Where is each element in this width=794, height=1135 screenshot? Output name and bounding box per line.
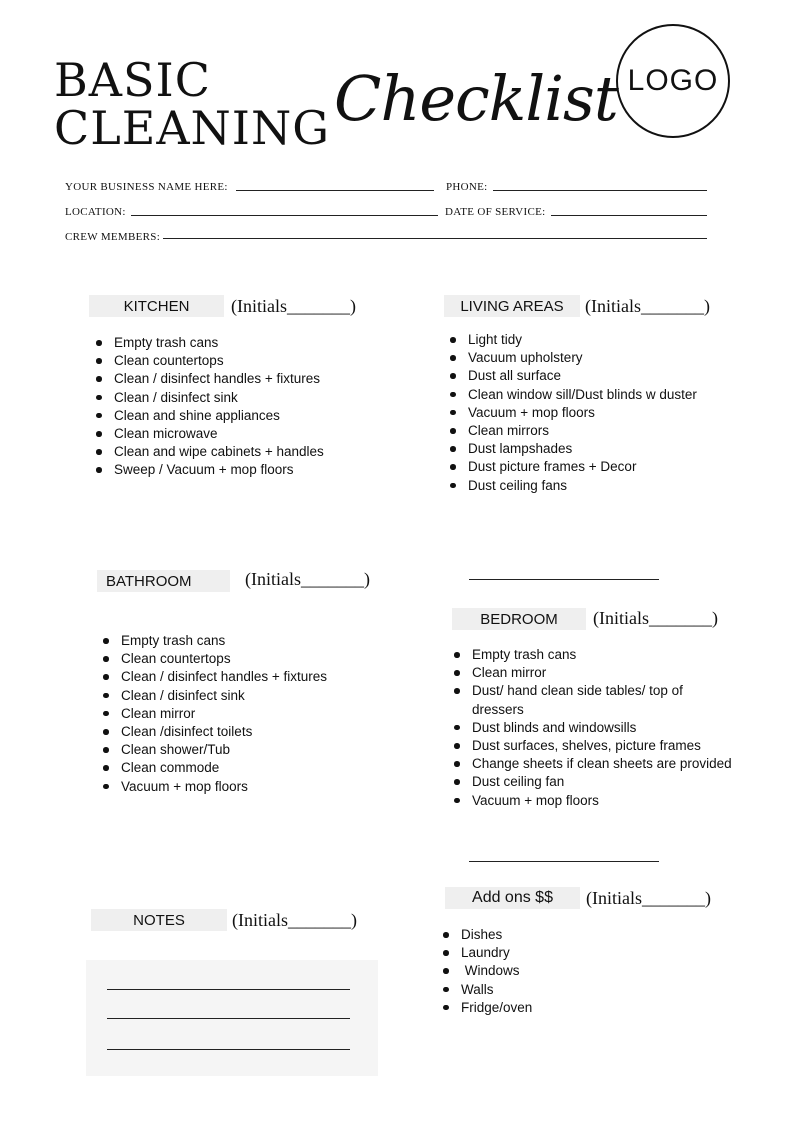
list-item: Clean / disinfect handles + fixtures	[103, 668, 327, 686]
bedroom-heading: BEDROOM	[452, 608, 586, 630]
list-item: Dust all surface	[450, 367, 697, 385]
list-item: Clean and wipe cabinets + handles	[96, 443, 324, 461]
separator-line	[469, 861, 659, 862]
list-item: Clean microwave	[96, 425, 324, 443]
location-line[interactable]	[131, 215, 438, 216]
list-item: Clean mirror	[454, 664, 732, 682]
list-item: Clean countertops	[96, 352, 324, 370]
list-item: Dust ceiling fans	[450, 477, 697, 495]
list-item: Sweep / Vacuum + mop floors	[96, 461, 324, 479]
notes-initials[interactable]: (Initials_______)	[232, 910, 357, 930]
list-item: Windows	[443, 962, 532, 980]
kitchen-initials[interactable]: (Initials_______)	[231, 296, 356, 316]
bathroom-list	[103, 632, 327, 796]
list-item: Dust surfaces, shelves, picture frames	[454, 737, 732, 755]
kitchen-list	[96, 334, 324, 480]
living-areas-list	[450, 331, 697, 495]
notes-box[interactable]	[86, 960, 378, 1076]
list-item: Clean / disinfect sink	[103, 687, 327, 705]
phone-label: PHONE:	[446, 181, 488, 193]
business-name-label: YOUR BUSINESS NAME HERE:	[65, 181, 228, 193]
list-item: Empty trash cans	[103, 632, 327, 650]
list-item: Clean commode	[103, 759, 327, 777]
location-label: LOCATION:	[65, 206, 126, 218]
list-item: Dust lampshades	[450, 440, 697, 458]
add-ons-initials[interactable]: (Initials_______)	[586, 888, 711, 908]
add-ons-list	[443, 926, 532, 1017]
list-item: Change sheets if clean sheets are provided	[454, 755, 732, 773]
logo-circle	[616, 24, 730, 138]
list-item: Clean mirror	[103, 705, 327, 723]
list-item: Vacuum + mop floors	[450, 404, 697, 422]
list-item-continuation: dressers	[472, 701, 524, 717]
title-basic: BASIC	[54, 53, 211, 107]
list-item: Clean window sill/Dust blinds w duster	[450, 386, 697, 404]
list-item: Light tidy	[450, 331, 697, 349]
crew-members-line[interactable]	[163, 238, 707, 239]
list-item: Clean / disinfect sink	[96, 389, 324, 407]
notes-line[interactable]	[107, 989, 350, 990]
list-item: Clean and shine appliances	[96, 407, 324, 425]
bathroom-initials[interactable]: (Initials_______)	[245, 569, 370, 589]
bedroom-initials[interactable]: (Initials_______)	[593, 608, 718, 628]
logo-text: LOGO	[627, 64, 719, 97]
title-cleaning: CLEANING	[54, 101, 330, 155]
notes-line[interactable]	[107, 1018, 350, 1019]
list-item: Dust/ hand clean side tables/ top of	[454, 682, 732, 700]
living-areas-initials[interactable]: (Initials_______)	[585, 296, 710, 316]
list-item: Laundry	[443, 944, 532, 962]
list-item: Dust picture frames + Decor	[450, 458, 697, 476]
list-item: Dust blinds and windowsills	[454, 719, 732, 737]
bathroom-heading: BATHROOM	[97, 570, 230, 592]
kitchen-heading: KITCHEN	[89, 295, 224, 317]
living-areas-heading: LIVING AREAS	[444, 295, 580, 317]
add-ons-heading: Add ons $$	[445, 887, 580, 909]
list-item: Vacuum + mop floors	[454, 792, 732, 810]
list-item: Dust ceiling fan	[454, 773, 732, 791]
list-item: Fridge/oven	[443, 999, 532, 1017]
crew-members-label: CREW MEMBERS:	[65, 231, 161, 243]
list-item: Empty trash cans	[454, 646, 732, 664]
list-item: Empty trash cans	[96, 334, 324, 352]
phone-line[interactable]	[493, 190, 707, 191]
list-item: Clean mirrors	[450, 422, 697, 440]
notes-line[interactable]	[107, 1049, 350, 1050]
list-item: Clean / disinfect handles + fixtures	[96, 370, 324, 388]
checklist-script-title: Checklist	[334, 62, 618, 135]
date-of-service-label: DATE OF SERVICE:	[445, 206, 546, 218]
list-item: Dishes	[443, 926, 532, 944]
list-item: Vacuum upholstery	[450, 349, 697, 367]
bedroom-list	[454, 646, 732, 810]
notes-heading: NOTES	[91, 909, 227, 931]
list-item: Clean countertops	[103, 650, 327, 668]
list-item: Clean /disinfect toilets	[103, 723, 327, 741]
business-name-line[interactable]	[236, 190, 434, 191]
date-of-service-line[interactable]	[551, 215, 707, 216]
list-item: Walls	[443, 981, 532, 999]
list-item: Clean shower/Tub	[103, 741, 327, 759]
separator-line	[469, 579, 659, 580]
list-item: Vacuum + mop floors	[103, 778, 327, 796]
